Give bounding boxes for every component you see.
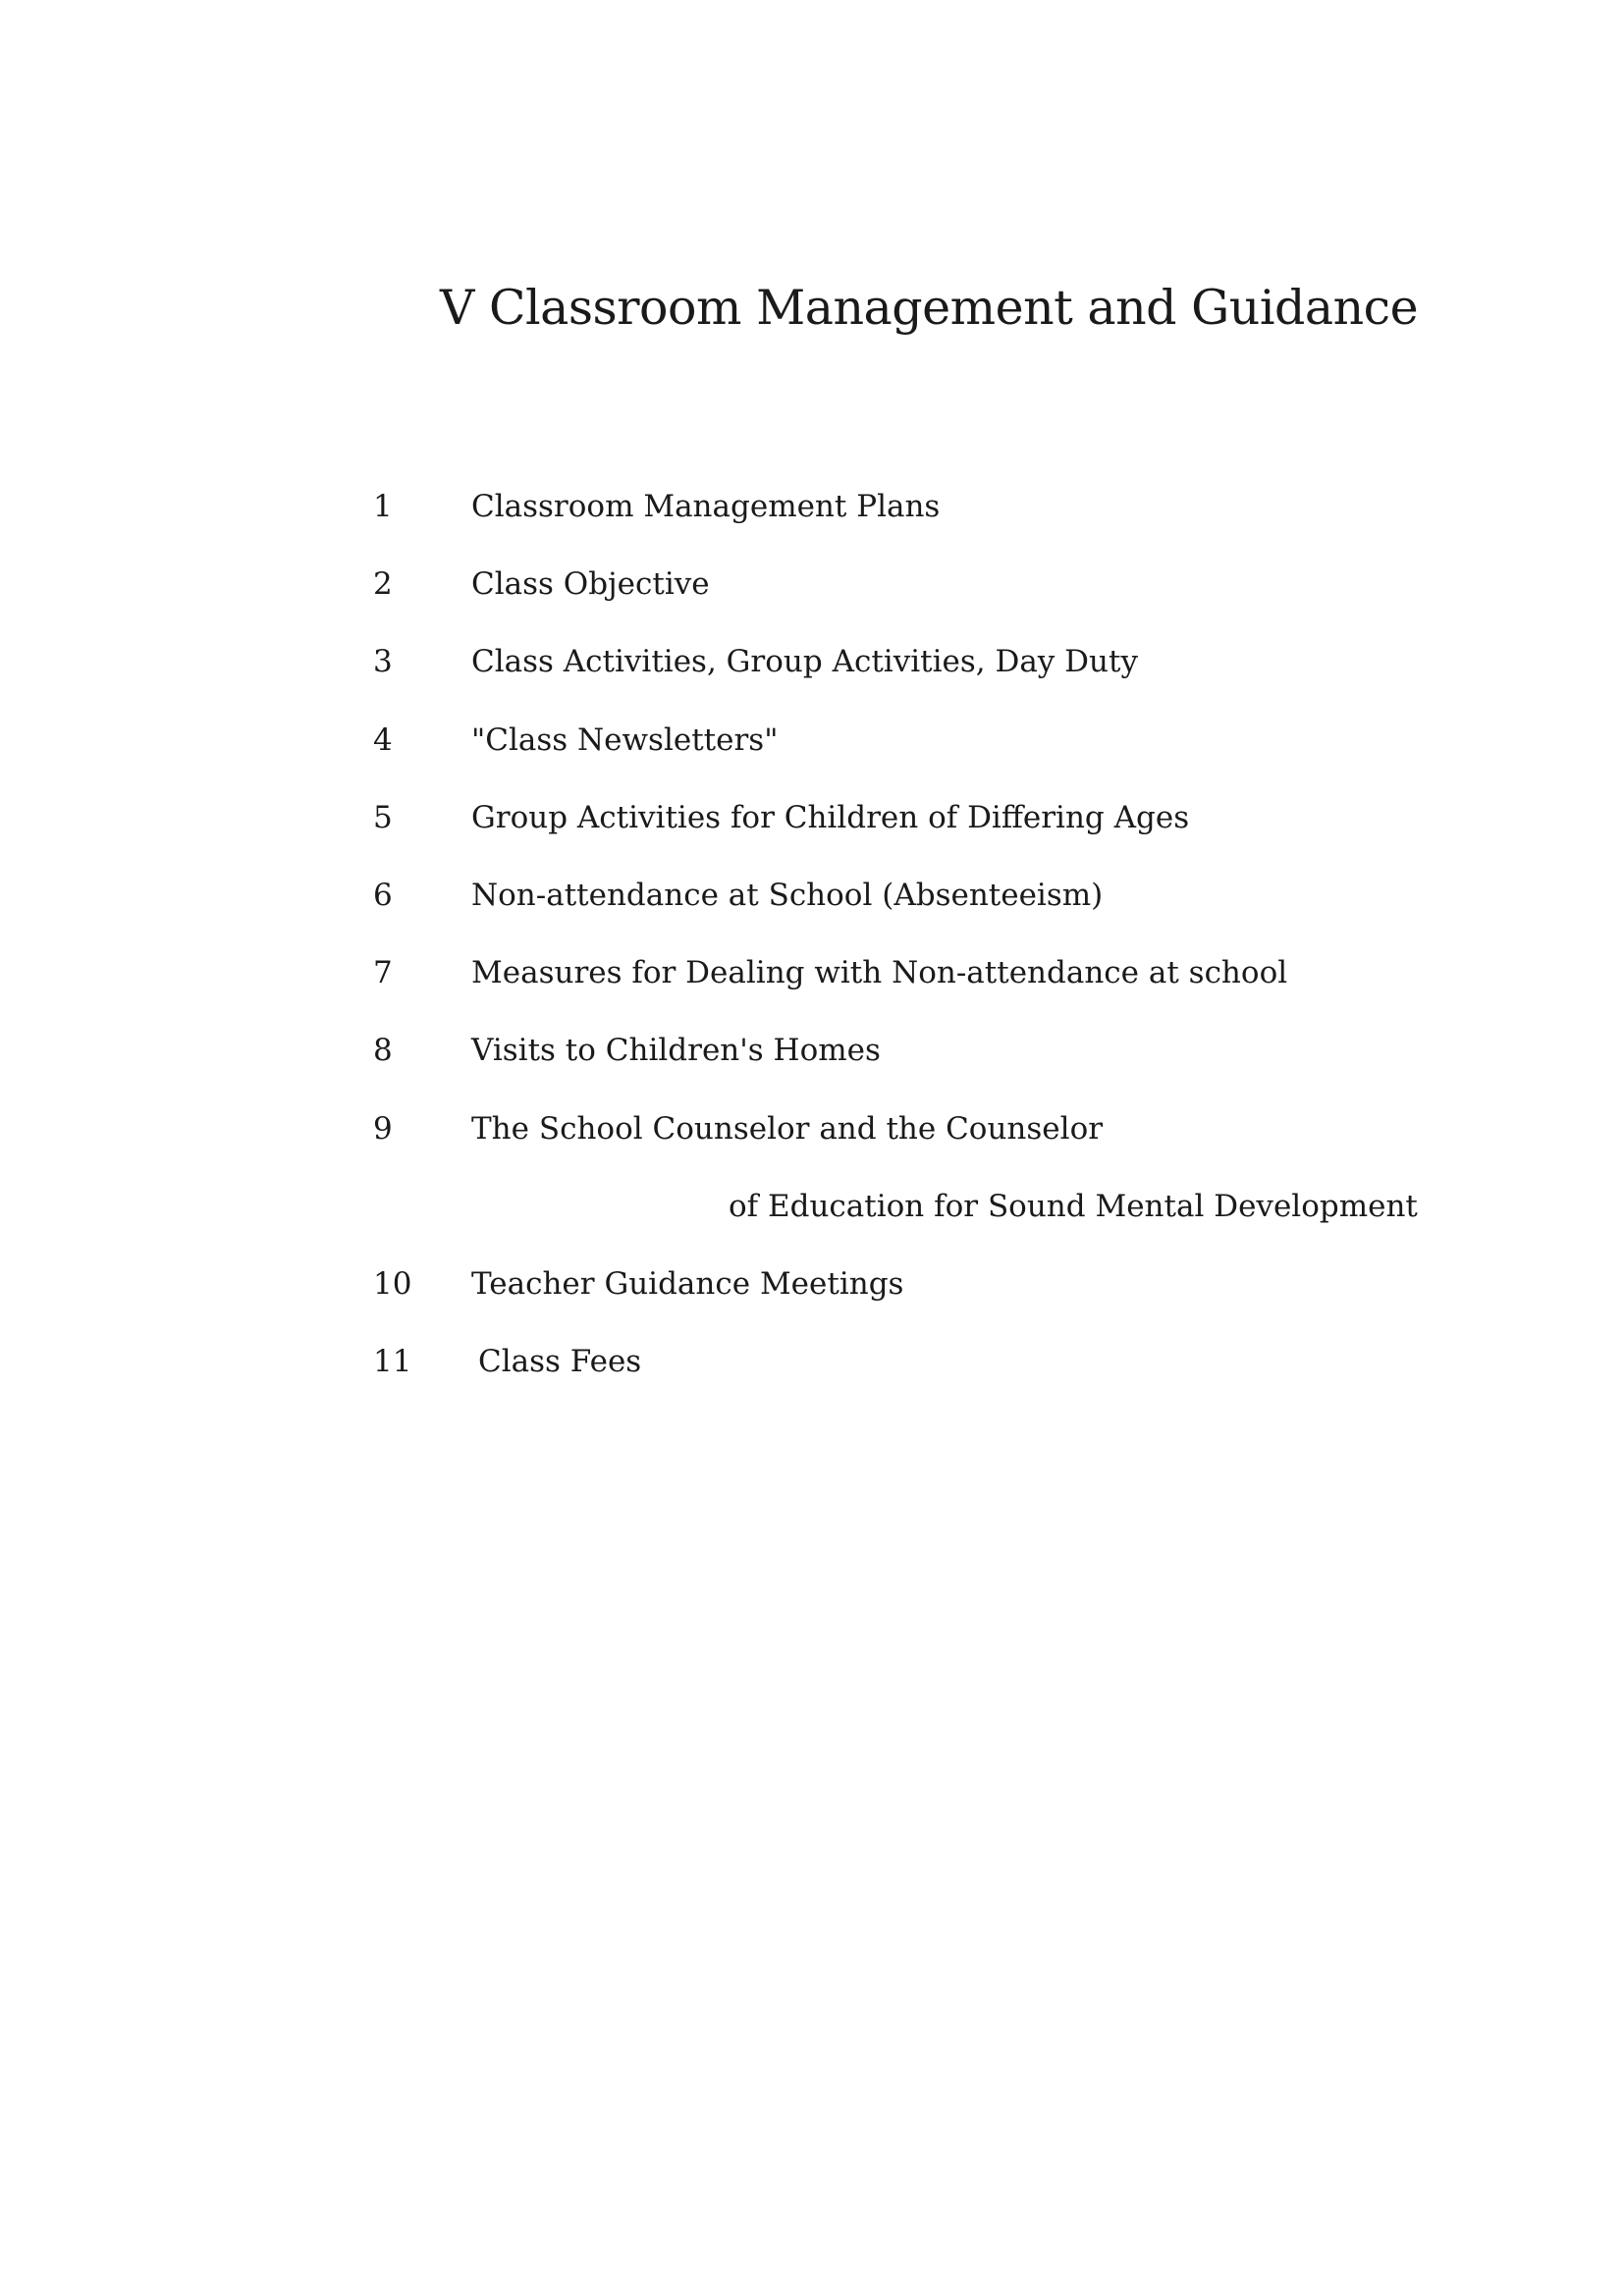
toc-item-text: Classroom Management Plans xyxy=(471,489,941,524)
toc-item-number: 7 xyxy=(373,955,393,991)
toc-item-number: 8 xyxy=(373,1033,393,1069)
toc-item-6 xyxy=(373,874,1453,951)
toc-item-text: Class Activities, Group Activities, Day Duty xyxy=(471,644,1138,680)
table-of-contents xyxy=(373,485,1453,1417)
toc-item-8 xyxy=(373,1029,1453,1106)
toc-item-9-continuation xyxy=(373,1185,1453,1262)
toc-item-number: 11 xyxy=(373,1344,412,1380)
toc-item-number: 2 xyxy=(373,566,393,603)
toc-item-number: 5 xyxy=(373,799,393,835)
toc-item-7 xyxy=(373,951,1453,1029)
toc-item-text: Group Activities for Children of Differing Ages xyxy=(471,799,1190,835)
page-title: V Classroom Management and Guidance xyxy=(440,280,1419,336)
toc-item-11 xyxy=(373,1340,1453,1417)
toc-item-2 xyxy=(373,562,1453,640)
toc-item-text: The School Counselor and the Counselor xyxy=(471,1110,1104,1147)
toc-item-4 xyxy=(373,719,1453,796)
toc-item-3 xyxy=(373,640,1453,718)
toc-item-number: 4 xyxy=(373,721,393,758)
toc-item-number: 6 xyxy=(373,877,393,913)
toc-item-9 xyxy=(373,1107,1453,1185)
toc-item-text: Class Objective xyxy=(471,566,710,603)
toc-item-text: Non-attendance at School (Absenteeism) xyxy=(471,877,1104,913)
toc-item-10 xyxy=(373,1262,1453,1340)
toc-item-continuation-text: of Education for Sound Mental Development xyxy=(729,1188,1418,1224)
toc-item-text: Measures for Dealing with Non-attendance at school xyxy=(471,955,1288,991)
toc-item-number: 10 xyxy=(373,1265,412,1302)
toc-item-text: Visits to Children's Homes xyxy=(471,1033,881,1069)
toc-item-5 xyxy=(373,796,1453,874)
toc-item-number: 1 xyxy=(373,489,393,524)
toc-item-1 xyxy=(373,485,1453,562)
toc-item-text: "Class Newsletters" xyxy=(471,721,779,758)
toc-item-text: Class Fees xyxy=(478,1344,642,1380)
toc-item-number: 3 xyxy=(373,644,393,680)
toc-item-text: Teacher Guidance Meetings xyxy=(471,1265,904,1302)
toc-item-number: 9 xyxy=(373,1110,393,1147)
